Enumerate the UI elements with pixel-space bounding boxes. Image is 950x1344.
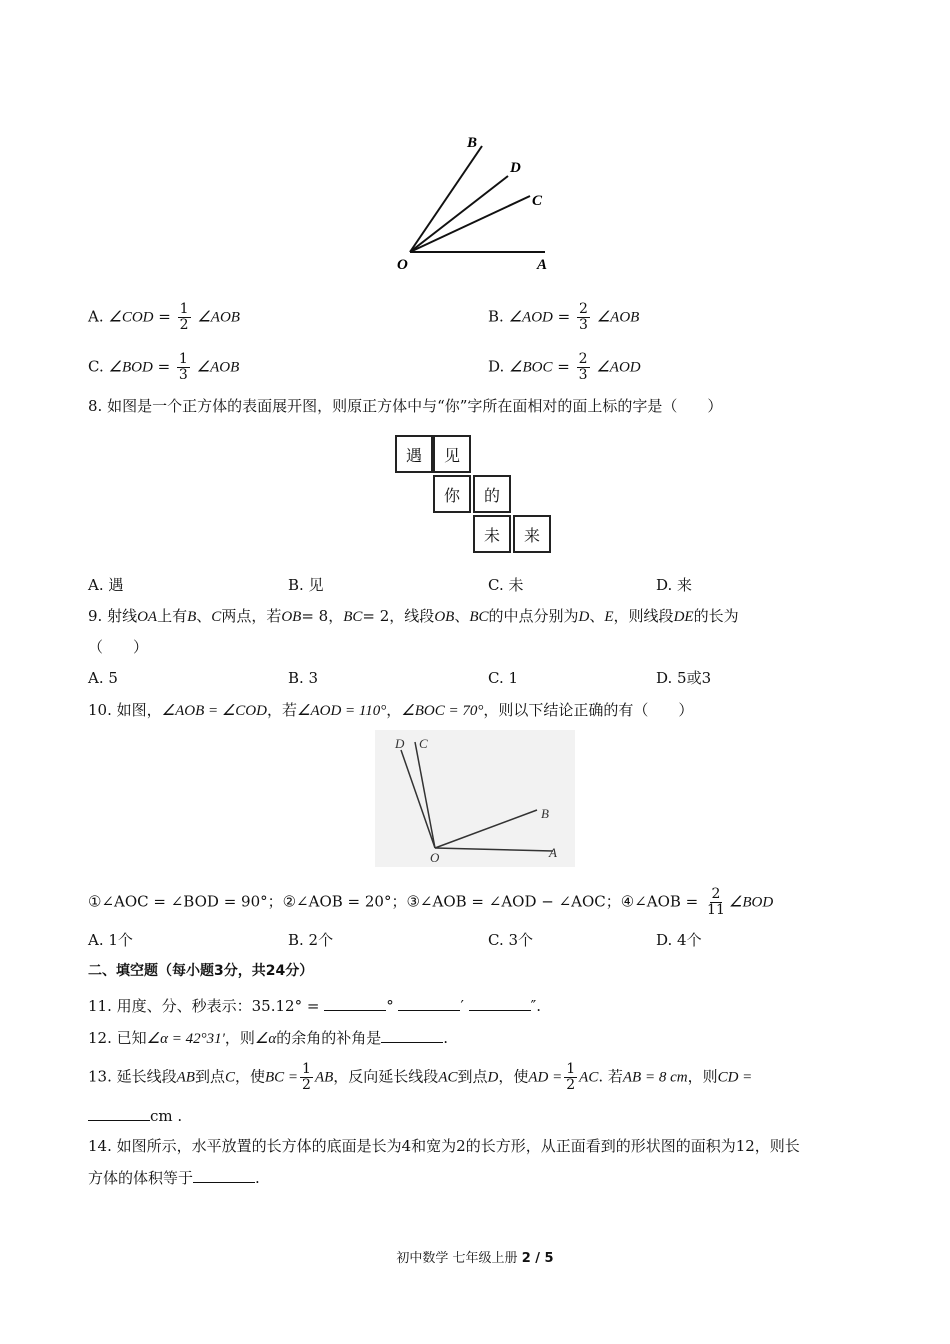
text: 两点，若 [221,607,282,625]
text: ，则以下结论正确的有（ ） [483,701,694,719]
label-c: C [419,736,428,751]
q10-stem [88,700,693,721]
text: 10. 如图， [88,701,162,719]
q8-option-c[interactable]: C. 未 [488,576,524,594]
text: 的中点分别为 [488,607,579,625]
math: ∠α [254,1031,277,1047]
label-a: A [537,257,548,273]
label-d: D [510,160,521,176]
text: 9. 射线 [88,607,138,625]
q10-statements [88,887,773,918]
section-heading: 二、填空题（每小题3分，共24分） [88,963,314,979]
denominator: 3 [578,367,588,383]
text: cm . [150,1107,183,1125]
option-letter: B. [488,307,504,326]
net-cell-wei: 未 [473,515,511,553]
fraction [705,887,727,918]
net-cell-de: 的 [473,475,511,513]
numerator: 1 [179,301,189,317]
math: ∠AOD = 110° [297,703,387,719]
text: ，反向延长线段 [333,1067,439,1086]
q13 [88,1062,752,1093]
footer-text: 初中数学 七年级上册 [396,1251,522,1266]
text: 、 [454,607,470,625]
q10-figure-scan [375,730,575,867]
q10-option-b[interactable]: B. 2个 [288,931,334,949]
numerator: 1 [178,351,188,367]
denominator: 2 [302,1077,311,1093]
math: AC [579,1069,599,1086]
text: 的余角的补角是 [276,1029,382,1047]
label-o: O [397,257,408,273]
denominator: 3 [579,317,588,333]
math: DE [673,609,694,625]
option-letter: A. [88,307,104,326]
math: OB [281,609,302,625]
math: E [604,609,614,625]
denominator: 2 [566,1077,576,1093]
text: ①∠AOC = ∠BOD = 90°；②∠AOB = 20°；③∠AOB = ∠AOD − ∠AOC；④∠AOB = [88,892,699,911]
math: C [224,1069,235,1086]
math: AB [176,1069,195,1086]
denominator: 3 [178,367,188,383]
q10-angle-figure [375,730,575,867]
math: AC [438,1069,458,1086]
label-c: C [532,193,543,209]
math: AB [314,1069,334,1086]
text: 到点 [457,1067,488,1086]
q8-stem: 8. 如图是一个正方体的表面展开图，则原正方体中与“你”字所在面相对的面上标的字是（ ） [88,397,723,415]
text: ，则 [224,1029,255,1047]
q7-option-b[interactable] [488,302,639,333]
q9-option-b[interactable]: B. 3 [288,669,319,687]
text: ° [386,997,394,1015]
answer-blank-seconds[interactable] [469,994,531,1011]
math-lhs: ∠BOC [509,359,553,376]
text: 13. 延长线段 [88,1067,177,1086]
math: ∠AOB = ∠COD [161,703,267,719]
text: = 2 [362,607,390,625]
q7-option-c[interactable] [88,352,239,383]
q12 [88,1026,448,1049]
math: CD = [717,1069,753,1086]
text: 、 [589,607,605,625]
page-number: 2 / 5 [521,1251,554,1266]
math: OA [137,609,158,625]
equals-sign: = [557,307,571,326]
math: B [187,609,197,625]
equals-sign: = [557,357,570,376]
net-cell-yu: 遇 [395,435,433,473]
answer-blank-minutes[interactable] [398,994,460,1011]
text: ，线段 [389,607,435,625]
q14-line2 [88,1166,260,1188]
text: . 若 [598,1067,623,1086]
label-a: A [549,845,557,860]
text: 上有 [157,607,188,625]
q8-option-d[interactable]: D. 来 [656,576,693,594]
q14-line1: 14. 如图所示，水平放置的长方体的底面是长为4和宽为2的长方形，从正面看到的形状图的面积为12，则长 [88,1137,800,1155]
net-cell-jian: 见 [433,435,471,473]
equals-sign: = [157,357,171,376]
text: 到点 [194,1067,225,1086]
fraction [178,302,191,333]
ray-ob [435,810,537,848]
numerator: 2 [579,301,588,317]
q9-stem [88,606,739,627]
math: ∠BOC = 70° [401,703,484,719]
math-lhs: ∠BOD [108,359,153,376]
math: ∠BOD [728,894,774,911]
text: 方体的体积等于 [88,1169,194,1187]
fraction [577,352,590,383]
q9-answer-paren: （ ） [88,638,149,656]
text: ， [328,607,344,625]
text: ，若 [266,701,297,719]
text: ，则 [687,1067,718,1086]
answer-blank[interactable] [193,1166,255,1183]
answer-blank[interactable] [88,1104,150,1121]
math-rhs: ∠AOB [596,309,640,326]
text: ，使 [498,1067,529,1086]
fraction [564,1062,577,1093]
equals-sign: = [158,307,171,326]
label-b: B [467,135,478,151]
math: BC = [265,1069,299,1086]
text: . [536,997,542,1015]
numerator: 1 [302,1061,311,1077]
text: ″ [530,997,537,1015]
math: C [211,609,222,625]
numerator: 2 [578,351,588,367]
fraction [300,1062,313,1093]
text: . [255,1169,260,1187]
denominator: 11 [707,902,725,918]
math: ∠α = 42°31′ [146,1031,225,1047]
cube-net [395,435,557,557]
math-rhs: ∠AOD [596,359,641,376]
net-cell-ni: 你 [433,475,471,513]
fraction [177,352,190,383]
q10-option-c[interactable]: C. 3个 [488,931,534,949]
q11 [88,994,541,1016]
page-footer [0,1247,950,1266]
answer-blank-degrees[interactable] [324,994,386,1011]
math: AB = 8 cm [622,1069,688,1086]
text: . [443,1029,448,1047]
q10-option-d[interactable]: D. 4个 [656,931,702,949]
numerator: 1 [566,1061,576,1077]
q9-option-a[interactable]: A. 5 [88,669,118,687]
math-rhs: ∠AOB [196,359,240,376]
math: AD = [528,1069,563,1086]
q9-option-d[interactable]: D. 5或3 [656,669,712,687]
text: ′ [460,997,464,1015]
math-rhs: ∠AOB [197,309,240,326]
label-d: D [395,736,405,751]
math: D [487,1069,499,1086]
numerator: 2 [711,886,721,902]
math: BC [343,609,363,625]
q10-option-a[interactable]: A. 1个 [88,931,133,949]
ray-od [401,750,435,848]
label-b: B [541,806,549,821]
text: 的长为 [693,607,739,625]
q7-option-a[interactable] [88,302,240,333]
text: 11. 用度、分、秒表示：35.12° = [88,997,320,1015]
option-letter: D. [488,357,505,376]
text: ，使 [234,1067,265,1086]
text: ， [386,701,402,719]
ray-oc [415,742,435,848]
q9-option-c[interactable]: C. 1 [488,669,519,687]
math: D [578,609,590,625]
math: BC [469,609,489,625]
denominator: 2 [179,317,189,333]
q7-angle-figure [390,130,560,275]
answer-blank[interactable] [381,1026,443,1043]
q8-option-a[interactable]: A. 遇 [88,576,124,594]
net-cell-lai: 来 [513,515,551,553]
q7-option-d[interactable] [488,352,641,383]
text: ，则线段 [613,607,674,625]
q8-option-b[interactable]: B. 见 [288,576,324,594]
label-o: O [430,850,440,865]
option-letter: C. [88,357,104,376]
q13-answer-line [88,1104,182,1126]
ray-oa [435,848,553,851]
math: OB [434,609,455,625]
math-lhs: ∠AOD [508,309,553,326]
text: 12. 已知 [88,1029,147,1047]
math-lhs: ∠COD [108,309,154,326]
text: 、 [196,607,212,625]
fraction [577,302,590,333]
text: = 8 [301,607,329,625]
